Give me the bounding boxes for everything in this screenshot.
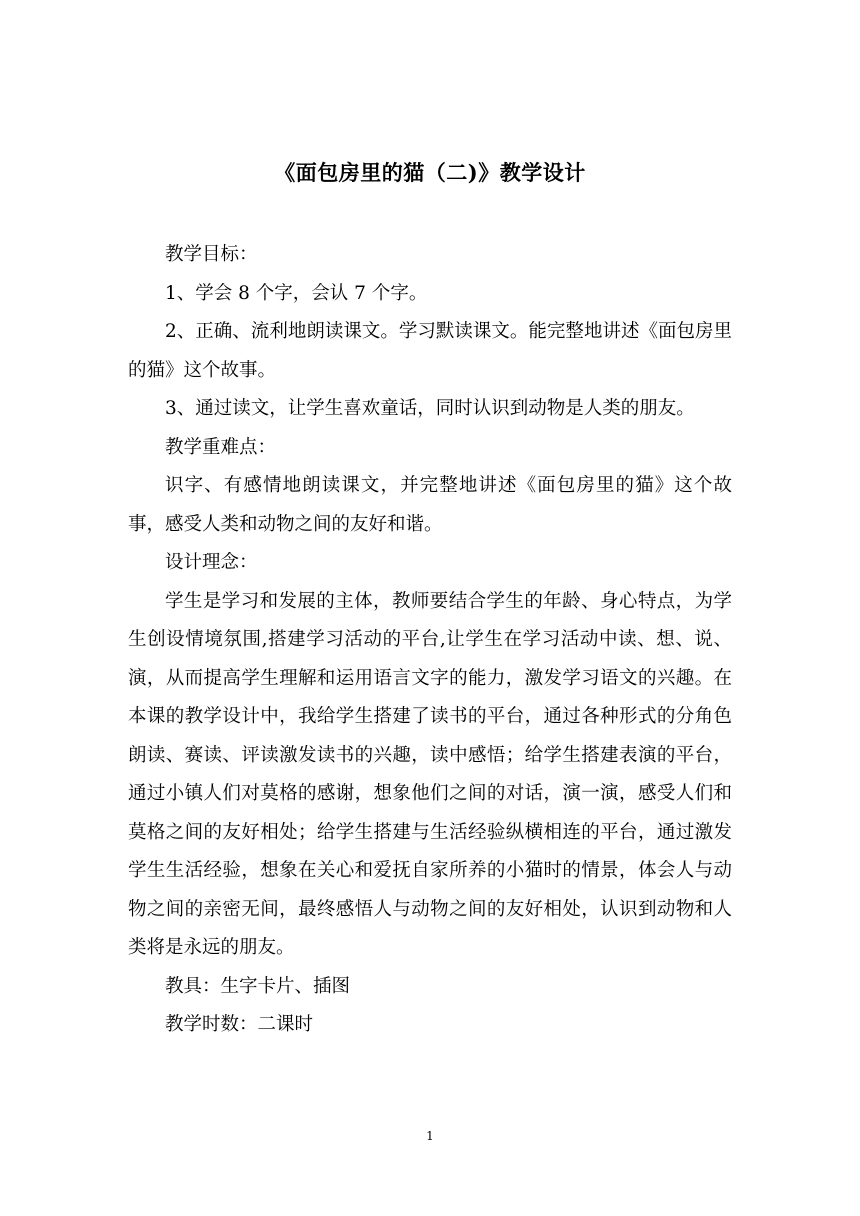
document-body bbox=[128, 236, 732, 1045]
page-number: 1 bbox=[426, 1129, 434, 1143]
document-title: 《面包房里的猫（二)》教学设计 bbox=[274, 160, 586, 185]
design-concept-text: 学生是学习和发展的主体，教师要结合学生的年龄、身心特点，为学生创设情境氛围,搭建学习活动的平台,让学生在学习活动中读、想、说、演，从而提高学生理解和运用语言文字的能力，激发学习语文的兴趣。在本课的教学设计中，我给学生搭建了读书的平台，通过各种形式的分角色朗读、赛读、评读激发读书的兴趣，读中感悟；给学生搭建表演的平台，通过小镇人们对莫格的感谢，想象他们之间的对话，演一演，感受人们和莫格之间的友好相处；给学生搭建与生活经验纵横相连的平台，通过激发学生生活经验，想象在关心和爱抚自家所养的小猫时的情景，体会人与动物之间的亲密无间，最终感悟人与动物之间的友好相处，认识到动物和人类将是永远的朋友。 bbox=[128, 590, 732, 958]
teaching-hours: 教学时数：二课时 bbox=[165, 1014, 314, 1035]
heading-design-concept: 设计理念： bbox=[165, 552, 258, 573]
goal-item-2: 2、正确、流利地朗读课文。学习默读课文。能完整地讲述《面包房里的猫》这个故事。 bbox=[128, 321, 732, 381]
heading-key-points: 教学重难点： bbox=[165, 436, 277, 458]
key-points-text: 识字、有感情地朗读课文，并完整地讲述《面包房里的猫》这个故事，感受人类和动物之间的友好和谐。 bbox=[128, 475, 732, 535]
teaching-aids: 教具：生字卡片、插图 bbox=[165, 975, 351, 997]
goal-item-1: 1、学会 8 个字，会认 7 个字。 bbox=[165, 282, 428, 304]
goal-item-3: 3、通过读文，让学生喜欢童话，同时认识到动物是人类的朋友。 bbox=[165, 398, 695, 419]
heading-teaching-goals: 教学目标： bbox=[165, 244, 258, 265]
